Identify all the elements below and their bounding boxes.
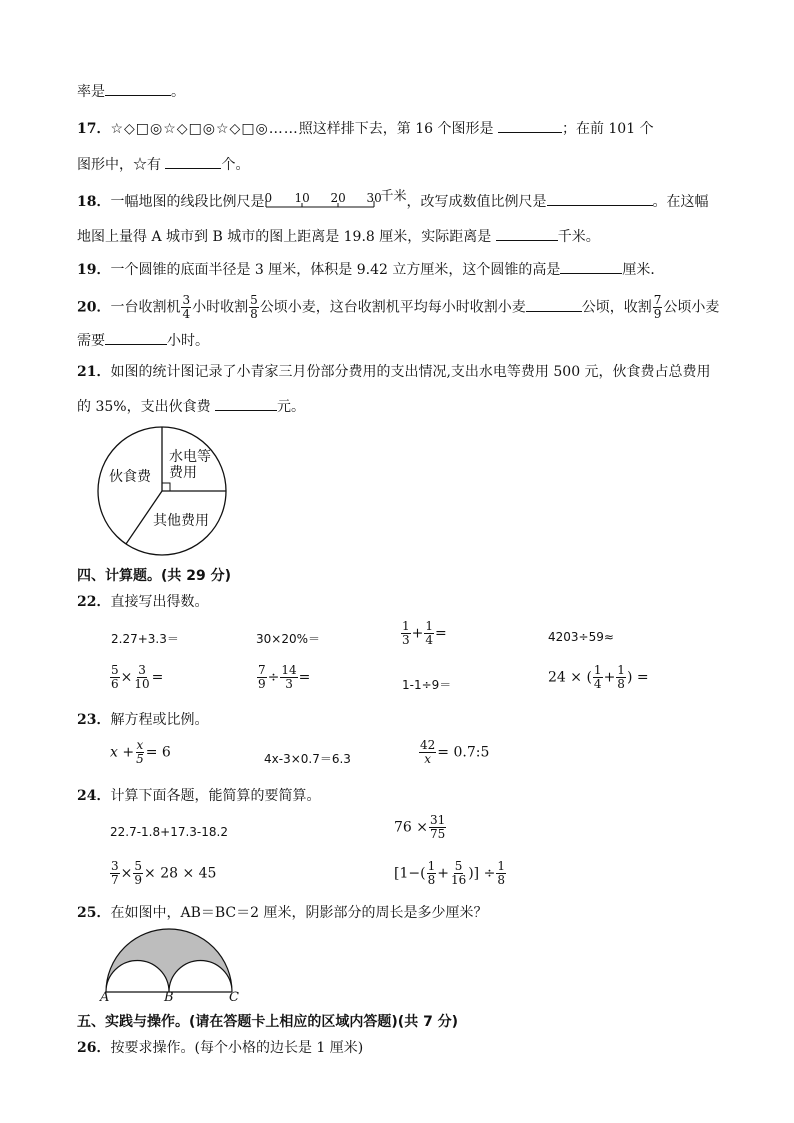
q17-line1	[77, 118, 654, 139]
q20-text3: 公顷小麦，这台收割机平均每小时收割小麦	[259, 299, 526, 316]
q20-text5: 公顷小麦	[663, 299, 720, 316]
q20-text6: 需要	[77, 333, 105, 349]
q19-text1: 一个圆锥的底面半径是 3 厘米，体积是 9.42 立方厘米，这个圆锥的高是	[110, 262, 561, 278]
q26-number: 26．	[77, 1040, 111, 1056]
q23-text: 解方程或比例。	[110, 712, 209, 728]
q18-text3: 。在这幅	[652, 194, 709, 210]
q22-text: 直接写出得数。	[110, 594, 209, 610]
q21-line1	[77, 362, 711, 382]
q21-text3: 元。	[277, 399, 306, 415]
q25-figure	[100, 928, 240, 1008]
q18-text1: 一幅地图的线段比例尺是	[110, 194, 265, 210]
q17-answer-blank1[interactable]	[498, 118, 562, 133]
q21-text2: 的 35%，支出伙食费	[77, 399, 211, 415]
q23-title	[77, 710, 208, 730]
q26-text: 按要求操作。(每个小格的边长是 1 厘米)	[110, 1040, 364, 1056]
q16-tail	[77, 81, 185, 102]
pie-chart-shape	[95, 424, 229, 558]
q20-text7: 小时。	[167, 333, 209, 349]
q21-text1: 如图的统计图记录了小青家三月份部分费用的支出情况,支出水电等费用 500 元，伙食费占总费用	[110, 364, 711, 380]
q24-expr2: 76 × $\frac{31}{75}$	[394, 813, 446, 841]
q17-text3: 图形中，☆有	[77, 157, 161, 173]
q17-text1: 照这样排下去，第 16 个图形是	[298, 121, 494, 137]
point-label-a: A	[100, 990, 110, 1005]
q20-answer-blank1[interactable]	[526, 297, 582, 312]
q20-fraction-hectares: $\frac{5}{8}$	[250, 293, 258, 321]
q24-expr1: 22.7-1.8+17.3-18.2	[110, 825, 228, 839]
q17-number: 17．	[77, 121, 111, 137]
q24-title	[77, 786, 320, 806]
pie-label-food: 伙食费	[109, 469, 151, 485]
scale-tick-10: 10	[294, 191, 310, 205]
q18-text5: 千米。	[557, 229, 600, 245]
q22-expr4: 4203÷59≈	[548, 630, 614, 644]
q18-line2	[77, 226, 600, 247]
q16-suffix: 。	[171, 84, 185, 100]
q20-fraction-target: $\frac{7}{9}$	[653, 293, 662, 321]
q16-prefix: 率是	[77, 84, 105, 100]
q18-answer-blank1[interactable]	[547, 191, 653, 206]
q17-line2	[77, 154, 249, 175]
q24-expr3: $\frac{3}{7}$ × $\frac{5}{9}$ × 28 × 45	[111, 859, 217, 887]
q18-number: 18．	[77, 194, 111, 210]
scale-bar	[264, 192, 380, 212]
scale-tick-30: 30	[366, 191, 382, 205]
scale-unit: 千米	[380, 189, 407, 204]
q19-line	[77, 259, 664, 280]
expense-pie-chart	[95, 424, 229, 558]
q19-text2: 厘米．	[622, 262, 665, 278]
q20-fraction-hours: $\frac{3}{4}$	[182, 293, 191, 321]
q26-line	[77, 1038, 363, 1058]
q23-equation2: 4x-3×0.7＝6.3	[264, 752, 351, 766]
q23-number: 23．	[77, 712, 111, 728]
section-5-title: 五、实践与操作。(请在答题卡上相应的区域内答题)(共 7 分)	[77, 1014, 459, 1030]
q21-line2	[77, 396, 305, 417]
q17-text4: 个。	[221, 157, 250, 173]
q22-expr2: 30×20%＝	[256, 632, 320, 646]
pie-label-other: 其他费用	[153, 513, 209, 529]
q20-answer-blank2[interactable]	[105, 330, 167, 345]
q22-expr5: $\frac{5}{6}$ × $\frac{3}{10}$ =	[111, 663, 164, 691]
q17-answer-blank2[interactable]	[165, 154, 221, 169]
q22-expr8: 24 × ( $\frac{1}{4}$ + $\frac{1}{8}$ ) =	[548, 663, 649, 691]
pie-label-utilities-line1: 水电等	[169, 449, 211, 465]
q21-number: 21．	[77, 364, 111, 380]
q22-expr7: 1-1÷9＝	[402, 678, 452, 692]
q24-expr4: [1−( $\frac{1}{8}$ + $\frac{5}{16}$ )] ÷ $\frac{1}{8}$	[394, 859, 505, 887]
scale-tick-20: 20	[330, 191, 346, 205]
q19-answer-blank[interactable]	[560, 259, 622, 274]
q20-number: 20．	[77, 299, 111, 316]
q20-text1: 一台收割机	[110, 299, 181, 316]
q22-expr3: $\frac{1}{3}$ + $\frac{1}{4}$ =	[402, 619, 447, 647]
point-label-b: B	[164, 990, 174, 1005]
q19-number: 19．	[77, 262, 111, 278]
q22-expr1: 2.27+3.3＝	[111, 632, 179, 646]
q18-text2: ，改写成数值比例尺是	[406, 194, 547, 210]
q18-line1	[77, 191, 709, 213]
point-label-c: C	[229, 990, 239, 1005]
q22-expr6: $\frac{7}{9}$ ÷ $\frac{14}{3}$ =	[258, 663, 311, 691]
q18-text4: 地图上量得 A 城市到 B 城市的图上距离是 19.8 厘米，实际距离是	[77, 229, 492, 245]
q17-text2: ；在前 101 个	[561, 121, 654, 137]
q20-line1	[77, 294, 719, 321]
scale-bar-line	[264, 192, 380, 212]
q20-text2: 小时收割	[192, 299, 249, 316]
scale-tick-0: 0	[264, 191, 273, 205]
q18-answer-blank2[interactable]	[496, 226, 558, 241]
q25-line	[77, 903, 488, 923]
q25-text: 在如图中，AB＝BC＝2 厘米，阴影部分的周长是多少厘米？	[110, 905, 488, 921]
q22-number: 22．	[77, 594, 111, 610]
q24-number: 24．	[77, 788, 111, 804]
q17-shape-sequence: ☆◇□◎☆◇□◎☆◇□◎……	[110, 121, 299, 137]
q24-text: 计算下面各题，能简算的要简算。	[110, 788, 321, 804]
q20-line2	[77, 330, 209, 351]
pie-label-utilities-line2: 费用	[169, 465, 197, 481]
q21-answer-blank[interactable]	[215, 396, 277, 411]
q20-text4: 公顷，收割	[581, 299, 652, 316]
section-4-title: 四、计算题。(共 29 分)	[77, 568, 232, 584]
q22-title	[77, 592, 208, 612]
q23-equation3: $\frac{42}{x}$ = 0.7:5	[420, 738, 490, 766]
q25-number: 25．	[77, 905, 111, 921]
q23-equation1: x + $\frac{x}{5}$ = 6	[110, 738, 171, 766]
q16-answer-blank[interactable]	[105, 81, 171, 96]
